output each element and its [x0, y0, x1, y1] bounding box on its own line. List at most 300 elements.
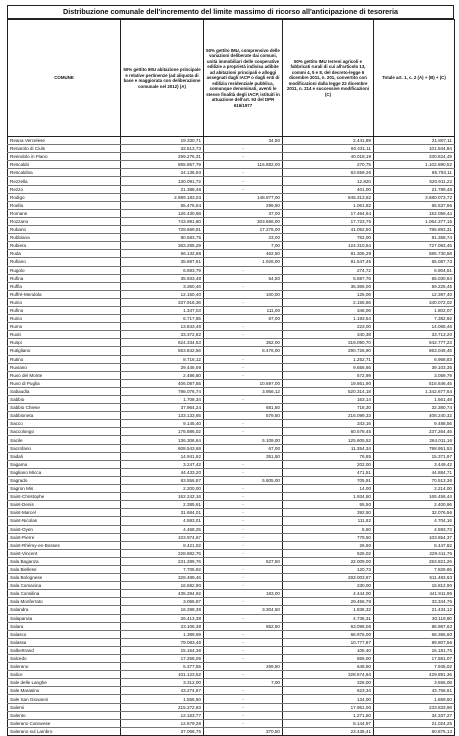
total-cell: 4.704,16 [374, 517, 455, 525]
col-a-cell: 299.276,31 [121, 153, 204, 161]
comune-cell: Sale San Giovanni [8, 695, 121, 703]
total-cell: 611.483,63 [374, 574, 455, 582]
col-b-cell: - [204, 533, 283, 541]
col-b-cell: 8.476,00 [204, 347, 283, 355]
col-c-cell: 10.777,87 [283, 638, 374, 646]
table-row [8, 169, 455, 177]
col-a-cell: 103.974,67 [121, 533, 204, 541]
col-a-cell: 35.887,61 [121, 258, 204, 266]
col-b-cell: - [204, 185, 283, 193]
col-a-cell: 65.475,64 [121, 201, 204, 209]
total-cell: 429.891,36 [374, 671, 455, 679]
col-a-cell: 4.468,25 [121, 525, 204, 533]
col-b-cell: - [204, 630, 283, 638]
comune-cell: Sala Biellese [8, 565, 121, 573]
comune-cell: Sale Marasino [8, 687, 121, 695]
col-a-cell: 21.388,48 [121, 185, 204, 193]
col-b-cell: - [204, 145, 283, 153]
total-cell: 16.812,90 [374, 582, 455, 590]
col-a-cell: 9.145,40 [121, 420, 204, 428]
total-cell: 253.821,26 [374, 557, 455, 565]
col-a-cell: 19.330,71 [121, 137, 204, 145]
total-cell: 21.807,11 [374, 137, 455, 145]
total-cell: 1.102.890,52 [374, 161, 455, 169]
col-b-cell: - [204, 485, 283, 493]
col-a-cell: 101.123,52 [121, 671, 204, 679]
col-c-cell: 5.597,76 [283, 274, 374, 282]
table-row [8, 719, 455, 727]
comune-cell: Rubano [8, 226, 121, 234]
col-c-cell: 63.659,26 [283, 169, 374, 177]
col-a-cell: 798.076,74 [121, 387, 204, 395]
col-c-cell: 17.464,64 [283, 209, 374, 217]
col-c-cell: 343,16 [283, 420, 374, 428]
total-cell: 3.555,08 [374, 679, 455, 687]
col-c-cell: 2.155,86 [283, 298, 374, 306]
total-cell: 798.951,53 [374, 444, 455, 452]
col-a-cell: 35.933,48 [121, 274, 204, 282]
comune-cell: Saint-Denis [8, 501, 121, 509]
table-header [8, 20, 455, 137]
table-row [8, 630, 455, 638]
col-b-cell: - [204, 501, 283, 509]
col-b-cell: 852,50 [204, 622, 283, 630]
col-a-cell: 24.136,93 [121, 169, 204, 177]
col-a-cell: 126.430,68 [121, 209, 204, 217]
table-row [8, 606, 455, 614]
table-row [8, 242, 455, 250]
total-cell: 1.659,60 [374, 695, 455, 703]
col-c-cell: 134,00 [283, 695, 374, 703]
col-b-cell: 148.977,00 [204, 193, 283, 201]
col-a-cell: 563.842,56 [121, 347, 204, 355]
header-total: Totale art. 1, c. 2 (A) + (B) + (C) [374, 20, 455, 137]
col-c-cell: 274,72 [283, 266, 374, 274]
col-b-cell: 303.666,00 [204, 217, 283, 225]
comune-cell: Sala Bolognese [8, 574, 121, 582]
col-c-cell: 17.723,75 [283, 217, 374, 225]
comune-cell: Ruvo di Puglia [8, 379, 121, 387]
col-b-cell: - [204, 549, 283, 557]
col-b-cell: - [204, 525, 283, 533]
table-row [8, 695, 455, 703]
col-b-cell: 269,50 [204, 663, 283, 671]
comune-cell: Rufino [8, 306, 121, 314]
col-a-cell: 1.708,34 [121, 396, 204, 404]
total-cell: 516.646,45 [374, 379, 455, 387]
total-cell: 32.380,74 [374, 404, 455, 412]
total-cell: 14.065,46 [374, 323, 455, 331]
table-row [8, 161, 455, 169]
col-a-cell: 3.360,46 [121, 282, 204, 290]
total-cell: 103.654,37 [374, 533, 455, 541]
table-row [8, 339, 455, 347]
table-title: Distribuzione comunale dell'incremento del limite massimo di ricorso all'anticipazione di tesoreria [7, 5, 454, 19]
col-b-cell: 116.882,00 [204, 161, 283, 169]
table-row [8, 226, 455, 234]
col-b-cell: - [204, 646, 283, 654]
col-c-cell: 12.820 [283, 177, 374, 185]
total-cell: 3.059,79 [374, 371, 455, 379]
table-row [8, 509, 455, 517]
total-cell: 1.561,48 [374, 396, 455, 404]
comune-cell: Rufiano [8, 258, 121, 266]
document [7, 5, 454, 736]
col-b-cell: - [204, 541, 283, 549]
col-b-cell: - [204, 460, 283, 468]
total-cell: 39.103,35 [374, 363, 455, 371]
table-row [8, 153, 455, 161]
col-c-cell: 340,38 [283, 331, 374, 339]
total-cell: 44.884,71 [374, 468, 455, 476]
col-c-cell: 124.310,54 [283, 242, 374, 250]
table-row [8, 646, 455, 654]
table-row [8, 468, 455, 476]
col-b-cell: - [204, 468, 283, 476]
table-row [8, 404, 455, 412]
total-cell: 1.064.377,15 [374, 217, 455, 225]
col-c-cell: 111,82 [283, 517, 374, 525]
col-a-cell: 728.569,81 [121, 226, 204, 234]
col-a-cell: 133.133,65 [121, 412, 204, 420]
comune-cell: Ruino [8, 315, 121, 323]
col-a-cell: 4.593,01 [121, 517, 204, 525]
col-b-cell: 462,50 [204, 250, 283, 258]
comune-cell: Rezzella [8, 177, 121, 185]
table-row [8, 371, 455, 379]
comune-cell: Salara [8, 622, 121, 630]
col-c-cell: 326,00 [283, 679, 374, 687]
comune-cell: Rescaldo [8, 161, 121, 169]
col-c-cell: 9.656,66 [283, 363, 374, 371]
comune-cell: Roella [8, 201, 121, 209]
total-cell: 6.968,83 [374, 355, 455, 363]
comune-cell: Reendolo in Piano [8, 153, 121, 161]
col-b-cell: 579,50 [204, 412, 283, 420]
col-c-cell: 4.736,31 [283, 614, 374, 622]
col-b-cell: 1.926,00 [204, 258, 283, 266]
col-c-cell: 40.018,19 [283, 153, 374, 161]
col-b-cell: 10.697,00 [204, 379, 283, 387]
col-a-cell: 31.684,01 [121, 509, 204, 517]
col-b-cell: 100,00 [204, 290, 283, 298]
col-c-cell: 81.305,29 [283, 250, 374, 258]
table-row [8, 549, 455, 557]
col-b-cell: - [204, 428, 283, 436]
col-c-cell: 856,00 [283, 655, 374, 663]
col-a-cell: 2.486,80 [121, 371, 204, 379]
col-b-cell: 23,00 [204, 234, 283, 242]
table-row [8, 363, 455, 371]
col-b-cell: 352,00 [204, 339, 283, 347]
col-b-cell: - [204, 574, 283, 582]
col-b-cell: 111,00 [204, 306, 283, 314]
col-a-cell: 2.385,61 [121, 501, 204, 509]
total-cell: 4.593,73 [374, 525, 455, 533]
comune-cell: Rezzo [8, 185, 121, 193]
col-c-cell: 1.193,54 [283, 315, 374, 323]
comune-cell: Sala Baganza [8, 557, 121, 565]
table-body [8, 137, 455, 736]
col-b-cell: - [204, 671, 283, 679]
col-a-cell: 32.513,73 [121, 145, 204, 153]
col-b-cell: - [204, 331, 283, 339]
col-b-cell: 183,00 [204, 590, 283, 598]
col-a-cell: 79.083,46 [121, 638, 204, 646]
table-row [8, 396, 455, 404]
col-b-cell: - [204, 614, 283, 622]
table-row [8, 638, 455, 646]
col-a-cell: 2.200,00 [121, 485, 204, 493]
col-a-cell: 228.882,76 [121, 549, 204, 557]
col-c-cell: 648,50 [283, 663, 374, 671]
comune-cell: Salcedo [8, 655, 121, 663]
col-b-cell: - [204, 153, 283, 161]
col-c-cell: 392,50 [283, 509, 374, 517]
comune-cell: Sala Monferrato [8, 598, 121, 606]
comune-cell: Ruvo del Monte [8, 371, 121, 379]
col-c-cell: 779,50 [283, 533, 374, 541]
total-cell: 70.513,36 [374, 476, 455, 484]
col-c-cell: 270,75 [283, 161, 374, 169]
col-c-cell: 283.003,87 [283, 574, 374, 582]
col-b-cell: - [204, 363, 283, 371]
header-col-c: 50% gettito IMU terreni agricoli e fabbricati rurali di cui all'articolo 13, commi 4, 5 e 8, del decreto-legge 6 dicembre 2011, n. 201, convertito con modificazioni dalla legge 22 dicembre 2011, n. 214 e successive modificazioni (C) [283, 20, 374, 137]
total-cell: 21.024,25 [374, 719, 455, 727]
comune-cell: Salaparuta [8, 614, 121, 622]
comune-cell: Sagliano Micca [8, 468, 121, 476]
total-cell: 408.240,32 [374, 412, 455, 420]
total-cell: 21.434,12 [374, 606, 455, 614]
col-a-cell: 1.555,50 [121, 695, 204, 703]
table-row [8, 671, 455, 679]
col-b-cell: - [204, 371, 283, 379]
col-c-cell: 41.052,50 [283, 226, 374, 234]
col-a-cell: 176.886,02 [121, 428, 204, 436]
comune-cell: Sala Comacina [8, 582, 121, 590]
col-a-cell: 162.242,16 [121, 493, 204, 501]
total-cell: 727.093,45 [374, 242, 455, 250]
table-row [8, 266, 455, 274]
col-b-cell: 3.304,50 [204, 606, 283, 614]
comune-cell: Salemi [8, 703, 121, 711]
total-cell: 520.911,22 [374, 177, 455, 185]
comune-cell: Sala Consilina [8, 590, 121, 598]
total-cell: 65.030,64 [374, 274, 455, 282]
col-b-cell: 299,50 [204, 201, 283, 209]
table-row [8, 565, 455, 573]
table-row [8, 517, 455, 525]
col-a-cell: 12.679,28 [121, 719, 204, 727]
col-c-cell: 55,50 [283, 501, 374, 509]
col-a-cell: 44.433,20 [121, 468, 204, 476]
comune-cell: Saint-Vincent [8, 549, 121, 557]
col-c-cell: 1.934,50 [283, 493, 374, 501]
table-row [8, 452, 455, 460]
total-cell: 441.911,95 [374, 590, 455, 598]
col-a-cell: 23.106,38 [121, 622, 204, 630]
col-c-cell: 4.444,00 [283, 590, 374, 598]
total-cell: 21.789,48 [374, 185, 455, 193]
comune-cell: Salice [8, 671, 121, 679]
total-cell: 264.011,16 [374, 436, 455, 444]
comune-cell: Ruoti [8, 331, 121, 339]
col-c-cell: 120,73 [283, 565, 374, 573]
col-b-cell: 37,00 [204, 209, 283, 217]
table-row [8, 598, 455, 606]
col-c-cell: 623,34 [283, 687, 374, 695]
col-a-cell: 7.705,92 [121, 565, 204, 573]
col-a-cell: 13.843,46 [121, 323, 204, 331]
col-c-cell: 105,40 [283, 646, 374, 654]
table-row [8, 525, 455, 533]
col-b-cell: 54,50 [204, 274, 283, 282]
col-c-cell: 8.144,97 [283, 719, 374, 727]
col-b-cell: - [204, 509, 283, 517]
table-row [8, 590, 455, 598]
col-a-cell: 5.377,55 [121, 663, 204, 671]
col-a-cell: 37.068,75 [121, 727, 204, 735]
total-cell: 30.119,80 [374, 614, 455, 622]
col-a-cell: 3.247,42 [121, 460, 204, 468]
col-c-cell: 125.605,52 [283, 436, 374, 444]
table-row [8, 420, 455, 428]
comune-cell: Ruspi [8, 339, 121, 347]
total-cell: 65.087,73 [374, 258, 455, 266]
col-b-cell: - [204, 703, 283, 711]
total-cell: 86.987,63 [374, 622, 455, 630]
total-cell: 32.076,56 [374, 509, 455, 517]
comune-cell: Saccolongo [8, 428, 121, 436]
total-cell: 65.537,86 [374, 201, 455, 209]
table-row [8, 145, 455, 153]
col-a-cell: 406.087,55 [121, 379, 204, 387]
total-cell: 7.826,65 [374, 565, 455, 573]
col-a-cell: 66.132,68 [121, 250, 204, 258]
comune-cell: Rutino [8, 355, 121, 363]
col-a-cell: 328.489,46 [121, 574, 204, 582]
table-row [8, 444, 455, 452]
table-row [8, 201, 455, 209]
col-c-cell: 328.674,84 [283, 671, 374, 679]
total-cell: 60.875,13 [374, 727, 455, 735]
comune-cell: Ruffré-Mendola [8, 290, 121, 298]
col-b-cell: - [204, 420, 283, 428]
comune-cell: Rubiera [8, 242, 121, 250]
col-c-cell: 23.435,41 [283, 727, 374, 735]
table-row [8, 711, 455, 719]
comune-cell: Ruffia [8, 282, 121, 290]
col-a-cell: 2.989.183,03 [121, 193, 204, 201]
total-cell: 33.713,20 [374, 331, 455, 339]
comune-cell: Romans [8, 209, 121, 217]
col-b-cell: 5.605,00 [204, 476, 283, 484]
col-c-cell: 762,00 [283, 234, 374, 242]
header-col-a: 50% gettito IMU abitazione principale e relative pertinenze (ad aliquota di base e maggiorata con deliberazione comunale nel 2012) (A) [121, 20, 204, 137]
col-c-cell: 29.456,78 [283, 598, 374, 606]
col-c-cell: 216.099,33 [283, 412, 374, 420]
comune-cell: Rufina [8, 274, 121, 282]
total-cell: 7.945,02 [374, 663, 455, 671]
comune-cell: Saint-Rhémy-en-Bosses [8, 541, 121, 549]
col-a-cell: 12.160,40 [121, 290, 204, 298]
comune-cell: Sacrofano [8, 444, 121, 452]
table-row [8, 476, 455, 484]
table-row [8, 460, 455, 468]
comune-cell: Rumo [8, 323, 121, 331]
table-row [8, 436, 455, 444]
comune-cell: Salerano Canavese [8, 719, 121, 727]
col-a-cell: 63.556,87 [121, 476, 204, 484]
table-row [8, 315, 455, 323]
comune-cell: Sabbioneta [8, 412, 121, 420]
col-c-cell: 2.441,89 [283, 137, 374, 145]
col-c-cell: 91.547,45 [283, 258, 374, 266]
table-row [8, 557, 455, 565]
col-a-cell: 16.298,38 [121, 606, 204, 614]
total-cell: 2.400,96 [374, 501, 455, 509]
col-a-cell: 26.413,38 [121, 614, 204, 622]
col-c-cell: 202,00 [283, 460, 374, 468]
col-b-cell: - [204, 169, 283, 177]
comune-cell: Saint-Oyen [8, 525, 121, 533]
col-b-cell: 351,50 [204, 452, 283, 460]
col-c-cell: 35.366,00 [283, 282, 374, 290]
table-row [8, 298, 455, 306]
col-c-cell: 316.090,70 [283, 339, 374, 347]
col-c-cell: 1.061,82 [283, 201, 374, 209]
comune-cell: Saint-Nicolas [8, 517, 121, 525]
comune-cell: Sabbio Chiese [8, 404, 121, 412]
col-b-cell: - [204, 282, 283, 290]
total-cell: 85.793,11 [374, 169, 455, 177]
col-a-cell: 12.163,77 [121, 711, 204, 719]
col-b-cell: 527,50 [204, 557, 283, 565]
col-b-cell: 370,50 [204, 727, 283, 735]
col-a-cell: 231.289,76 [121, 557, 204, 565]
comune-cell: Sagron Mis [8, 485, 121, 493]
comune-cell: Rescaldina [8, 169, 121, 177]
col-a-cell: 435.294,92 [121, 590, 204, 598]
total-cell: 34.337,27 [374, 711, 455, 719]
col-a-cell: 1.389,69 [121, 630, 204, 638]
comune-cell: Saint-Marcel [8, 509, 121, 517]
total-cell: 229.411,75 [374, 549, 455, 557]
table-row [8, 387, 455, 395]
comune-cell: Sale delle Langhe [8, 679, 121, 687]
col-b-cell: 67,00 [204, 315, 283, 323]
col-b-cell: - [204, 355, 283, 363]
table-row [8, 234, 455, 242]
table-row [8, 614, 455, 622]
header-col-b: 50% gettito IMU, comprensivo delle variazioni deliberate dai comuni, unità immobiliari delle cooperative edilizie a proprietà indivisa adibite ad abitazioni principali e alloggi assegnati dagli IACP o dagli enti di edilizia residenziale pubblica, comunque denominati, aventi le stesse finalità degli IACP, istituiti in attuazione dell'art. 93 del DPR 616/1977 [204, 20, 283, 137]
table-row [8, 347, 455, 355]
comune-cell: Sacco [8, 420, 121, 428]
col-a-cell: 37.964,24 [121, 404, 204, 412]
col-c-cell: 346,06 [283, 306, 374, 314]
table-row [8, 663, 455, 671]
col-b-cell: 17.276,00 [204, 226, 283, 234]
comune-cell: Sagama [8, 460, 121, 468]
table-row [8, 290, 455, 298]
total-cell: 3.680.073,72 [374, 193, 455, 201]
total-cell: 152.059,44 [374, 209, 455, 217]
table-row [8, 331, 455, 339]
table-row [8, 493, 455, 501]
col-b-cell: - [204, 598, 283, 606]
col-b-cell: 34,50 [204, 137, 283, 145]
table-row [8, 258, 455, 266]
